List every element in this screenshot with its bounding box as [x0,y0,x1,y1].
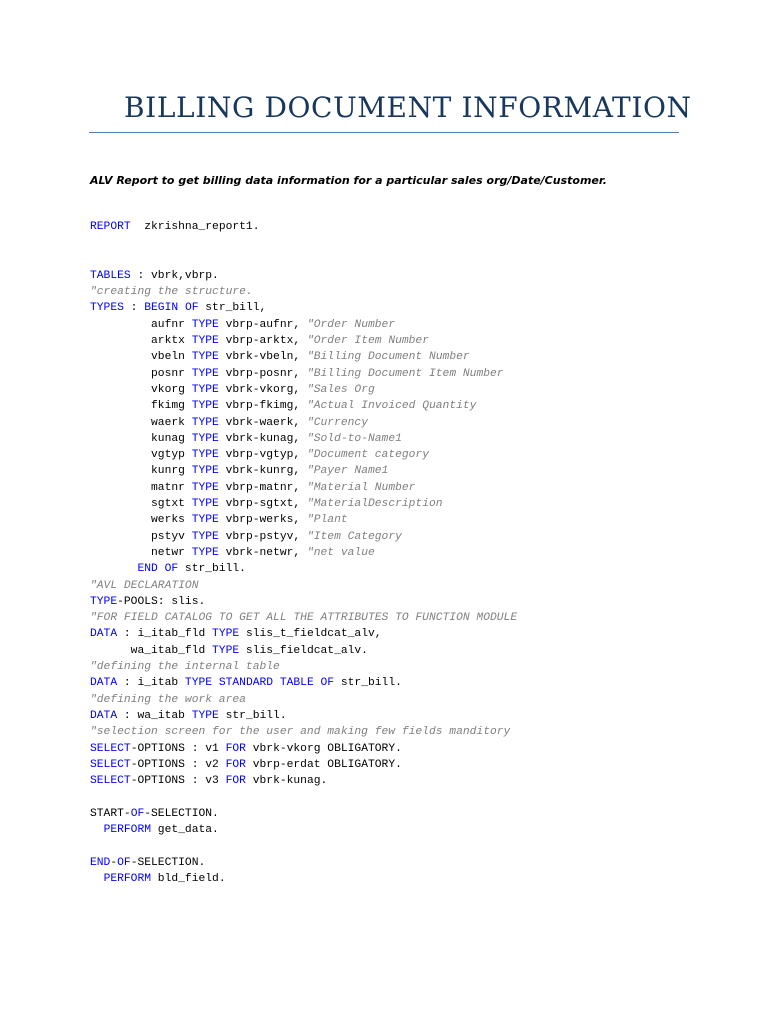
code-text [90,873,104,885]
code-comment: "defining the internal table [90,661,280,674]
document-title: BILLING DOCUMENT INFORMATION [124,91,692,124]
code-comment: "Billing Document Number [306,351,470,364]
code-text [90,563,137,575]
code-text: : [123,302,145,315]
code-text: kunrg [90,465,192,478]
code-line [90,398,517,414]
code-comment: "net value [306,546,375,559]
code-comment: "Order Number [306,318,396,331]
code-keyword: TYPES [90,302,124,315]
code-line [90,838,517,854]
code-comment: "Plant [306,514,348,527]
code-text: zkrishna_report1. [130,221,260,233]
code-comment: "defining the work area [90,693,246,706]
code-text: sgtxt [90,498,192,511]
code-text: vbrk-vbeln, [218,351,307,364]
code-keyword: TYPE [191,709,219,722]
code-line [90,708,517,724]
code-line [90,284,517,300]
code-comment: "AVL DECLARATION [90,579,199,592]
code-keyword: TYPE [191,514,219,527]
code-comment: "Actual Invoiced Quantity [306,400,477,413]
code-keyword: TYPE [90,595,118,608]
code-text: str_bill, [198,302,267,315]
abap-code-listing [90,219,517,887]
code-text: vgtyp [90,449,192,462]
code-keyword: REPORT [90,221,131,233]
code-keyword: DATA [90,709,118,722]
code-line [90,789,517,805]
code-line [90,643,517,659]
code-line [90,300,517,316]
code-text: str_bill. [178,563,246,576]
code-comment: "creating the structure. [90,286,253,299]
code-text: -SELECTION. [130,856,206,869]
code-keyword: TYPE [191,318,219,331]
code-line [90,871,517,887]
code-line [90,692,517,708]
code-keyword: PERFORM [103,872,152,885]
code-line [90,561,517,577]
code-line [90,333,517,349]
code-line [90,594,517,610]
code-keyword: DATA [90,628,118,641]
code-text: : wa_itab [117,709,192,722]
code-text: vkorg [90,383,192,396]
code-line [90,447,517,463]
code-keyword: TYPE [191,416,219,429]
code-text: vbeln [90,351,192,364]
code-keyword: END [137,563,158,576]
code-text: vbrp-arktx, [218,335,307,348]
code-keyword: TYPE [212,628,240,641]
code-keyword: TYPE [191,335,219,348]
code-text: slis_t_fieldcat_alv, [239,628,382,641]
code-line [90,349,517,365]
code-comment: "Document category [306,449,429,462]
code-comment: "Material Number [306,481,416,494]
code-keyword: TYPE [212,644,240,657]
code-line [90,773,517,789]
code-text: pstyv [90,530,192,543]
code-line [90,578,517,594]
code-keyword: TYPE [191,546,219,559]
code-keyword: END [90,856,111,869]
code-keyword: OF [184,302,199,315]
code-line [90,496,517,512]
code-keyword: OF [164,563,179,576]
code-text: -SELECTION. [144,807,219,820]
code-line [90,512,517,528]
code-keyword: STANDARD [218,677,274,690]
code-line [90,235,517,251]
code-keyword: TYPE [191,383,219,396]
code-text: vbrp-aufnr, [218,318,307,331]
code-text: vbrk-kunrg, [218,465,307,478]
code-keyword: SELECT [90,758,131,771]
code-comment: "Sales Org [306,383,375,396]
code-text: vbrk-vkorg, [218,383,307,396]
code-line [90,219,517,235]
code-text: vbrp-pstyv, [218,530,307,543]
code-keyword: TYPE [191,481,219,494]
code-line [90,806,517,822]
code-text: vbrk-kunag. [245,775,328,788]
code-comment: "selection screen for the user and making few fields manditory [90,726,511,739]
code-line [90,855,517,871]
code-keyword: SELECT [90,742,131,755]
code-text: : i_itab [117,677,185,690]
code-text [178,302,185,314]
code-keyword: TYPE [191,465,219,478]
code-comment: "Order Item Number [306,335,429,348]
code-keyword: TABLES [90,269,131,282]
code-keyword: TYPE [191,367,219,380]
code-text [90,824,104,836]
code-text: vbrk-waerk, [218,416,307,429]
code-keyword: FOR [225,775,246,788]
code-line [90,757,517,773]
code-text: bld_field. [151,872,226,885]
code-keyword: TYPE [191,498,219,511]
code-keyword: OF [117,856,131,869]
code-text: netwr [90,546,192,559]
code-line [90,545,517,561]
code-line [90,675,517,691]
code-line [90,480,517,496]
code-text: str_bill. [334,677,402,690]
code-line [90,610,517,626]
code-text: str_bill. [218,709,287,722]
code-keyword: TABLE [279,677,314,690]
code-text: fkimg [90,400,192,413]
code-line [90,529,517,545]
code-line [90,822,517,838]
code-text: waerk [90,416,192,429]
code-keyword: TYPE [191,449,219,462]
code-line [90,268,517,284]
code-text: vbrk-vkorg OBLIGATORY. [245,742,402,755]
code-text: -OPTIONS : v2 [130,758,226,771]
code-text [314,677,321,689]
code-keyword: OF [320,677,335,690]
code-text: vbrp-posnr, [218,367,307,380]
code-keyword: TYPE [191,432,219,445]
report-description: ALV Report to get billing data information for a particular sales org/Date/Customer. [90,174,607,187]
title-underline [89,132,679,133]
code-keyword: DATA [90,677,118,690]
code-text: -POOLS: slis. [117,595,206,608]
code-text: arktx [90,335,192,348]
code-line [90,724,517,740]
code-text: aufnr [90,318,192,331]
code-line [90,252,517,268]
code-text: vbrp-erdat OBLIGATORY. [245,758,402,771]
code-text: -OPTIONS : v1 [130,742,226,755]
code-text: posnr [90,367,192,380]
code-keyword: BEGIN [144,302,179,315]
code-line [90,463,517,479]
code-comment: "MaterialDescription [306,498,443,511]
code-text: - [110,856,118,869]
code-text: vbrk-netwr, [218,546,307,559]
code-line [90,659,517,675]
code-text: get_data. [151,823,219,836]
code-comment: "Currency [306,416,368,429]
code-text: -OPTIONS : v3 [130,775,226,788]
code-line [90,317,517,333]
code-line [90,626,517,642]
code-keyword: SELECT [90,775,131,788]
code-text: : vbrk,vbrp. [130,269,219,282]
code-comment: "FOR FIELD CATALOG TO GET ALL THE ATTRIBUTES TO FUNCTION MODULE [90,612,518,625]
code-keyword: PERFORM [103,823,152,836]
code-text: slis_fieldcat_alv. [239,644,368,657]
code-comment: "Sold-to-Name1 [306,432,402,445]
code-text: werks [90,514,192,527]
code-comment: "Payer Name1 [306,465,389,478]
code-text: vbrp-werks, [218,514,307,527]
code-keyword: TYPE [191,530,219,543]
code-text: vbrp-matnr, [218,481,307,494]
code-text: vbrp-sgtxt, [218,498,307,511]
code-keyword: FOR [225,758,246,771]
code-line [90,431,517,447]
code-text: vbrk-kunag, [218,432,307,445]
code-text: matnr [90,481,192,494]
code-comment: "Billing Document Item Number [306,367,504,380]
code-line [90,382,517,398]
code-text: kunag [90,432,192,445]
code-text: vbrp-vgtyp, [218,449,307,462]
code-keyword: OF [130,807,145,820]
code-line [90,415,517,431]
code-text: vbrp-fkimg, [218,400,307,413]
code-text: : i_itab_fld [117,628,213,641]
code-keyword: TYPE [184,677,213,690]
code-keyword: TYPE [191,351,219,364]
code-text [212,677,219,689]
code-text: START- [90,807,131,820]
code-text: wa_itab_fld [90,644,213,657]
code-text [273,677,280,689]
code-comment: "Item Category [306,530,402,543]
code-keyword: TYPE [191,400,219,413]
code-keyword: FOR [225,742,246,755]
code-text [158,563,165,575]
code-line [90,741,517,757]
code-line [90,366,517,382]
